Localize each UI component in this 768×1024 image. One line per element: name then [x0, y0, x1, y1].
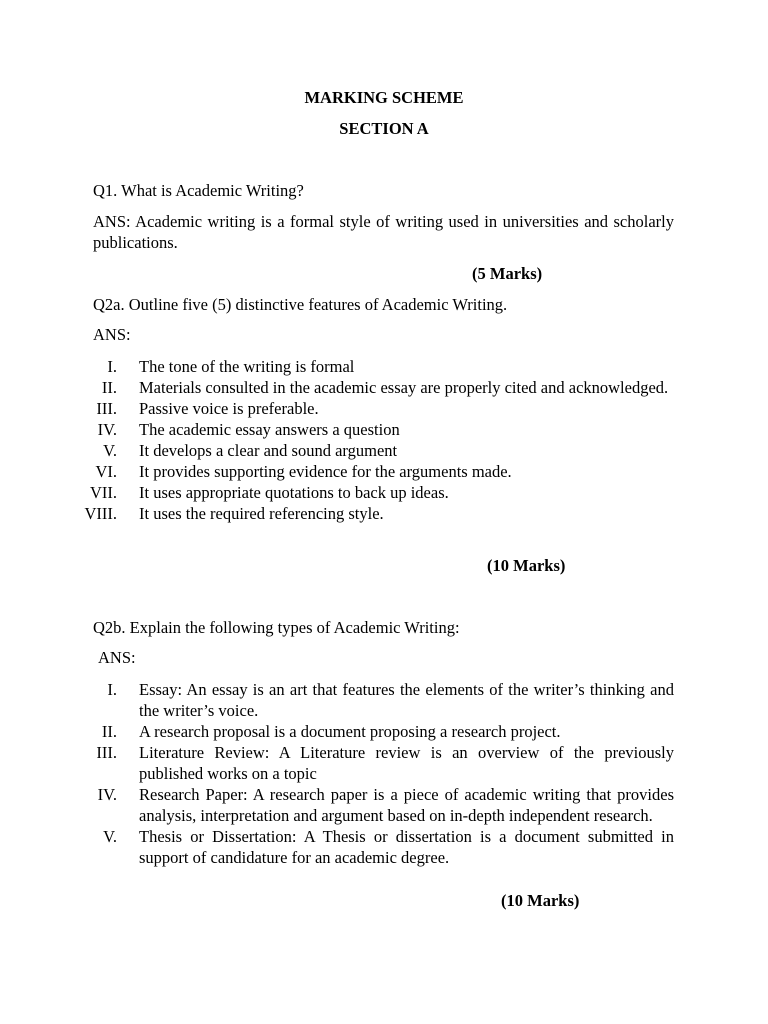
- list-item-number: II.: [101, 378, 117, 397]
- q2b-list: [0, 679, 768, 868]
- list-item-number: V.: [103, 827, 117, 846]
- list-item-text: It uses the required referencing style.: [139, 504, 384, 523]
- q2a-marks: (10 Marks): [487, 556, 566, 575]
- list-item: [0, 356, 768, 377]
- list-item: [0, 679, 768, 721]
- list-item-number: II.: [101, 722, 117, 741]
- list-item-number: I.: [107, 680, 117, 699]
- q2a-ans-label: ANS:: [93, 325, 131, 344]
- list-item-number: VII.: [89, 483, 117, 502]
- list-item-number: V.: [103, 441, 117, 460]
- list-item: [0, 377, 768, 398]
- list-item-text: It provides supporting evidence for the arguments made.: [139, 462, 512, 481]
- list-item-number: IV.: [97, 785, 117, 804]
- list-item: [0, 398, 768, 419]
- q1-question: Q1. What is Academic Writing?: [93, 181, 304, 200]
- q2b-ans-label: ANS:: [98, 648, 136, 667]
- list-item-text: The tone of the writing is formal: [139, 357, 355, 376]
- list-item: [0, 440, 768, 461]
- q1-marks: (5 Marks): [472, 264, 543, 283]
- list-item-text: A research proposal is a document proposing a research project.: [139, 722, 561, 741]
- q2a-question: Q2a. Outline five (5) distinctive features of Academic Writing.: [93, 295, 508, 314]
- page-title: MARKING SCHEME: [304, 88, 464, 107]
- list-item-text: Passive voice is preferable.: [139, 399, 319, 418]
- list-item-number: IV.: [97, 420, 117, 439]
- list-item-text: Literature Review: A Literature review is an overview of the previously published works on a topic: [139, 743, 674, 783]
- list-item-number: VI.: [95, 462, 117, 481]
- list-item-text: Materials consulted in the academic essay are properly cited and acknowledged.: [139, 378, 669, 397]
- list-item: [0, 419, 768, 440]
- list-item-number: III.: [96, 399, 117, 418]
- list-item-text: Research Paper: A research paper is a piece of academic writing that provides analysis, interpretation and argument based on in-depth independent research.: [139, 785, 674, 825]
- list-item: [0, 461, 768, 482]
- list-item: [0, 503, 768, 524]
- q2b-marks: (10 Marks): [501, 891, 580, 910]
- q2b-question: Q2b. Explain the following types of Academic Writing:: [93, 618, 460, 637]
- list-item: [0, 742, 768, 784]
- list-item-text: It uses appropriate quotations to back up ideas.: [139, 483, 449, 502]
- list-item-number: VIII.: [84, 504, 117, 523]
- list-item-text: Thesis or Dissertation: A Thesis or dissertation is a document submitted in support of candidature for an academic degree.: [139, 827, 674, 867]
- list-item-text: Essay: An essay is an art that features the elements of the writer’s thinking and the writer’s voice.: [139, 680, 674, 720]
- list-item-number: III.: [96, 743, 117, 762]
- list-item: [0, 482, 768, 503]
- list-item-text: It develops a clear and sound argument: [139, 441, 398, 460]
- section-heading: SECTION A: [339, 119, 429, 138]
- list-item: [0, 826, 768, 868]
- q2a-list: [0, 356, 768, 524]
- list-item-text: The academic essay answers a question: [139, 420, 400, 439]
- list-item: [0, 721, 768, 742]
- list-item: [0, 784, 768, 826]
- q1-answer: ANS: Academic writing is a formal style of writing used in universities and scholarly publications.: [93, 212, 674, 252]
- list-item-number: I.: [107, 357, 117, 376]
